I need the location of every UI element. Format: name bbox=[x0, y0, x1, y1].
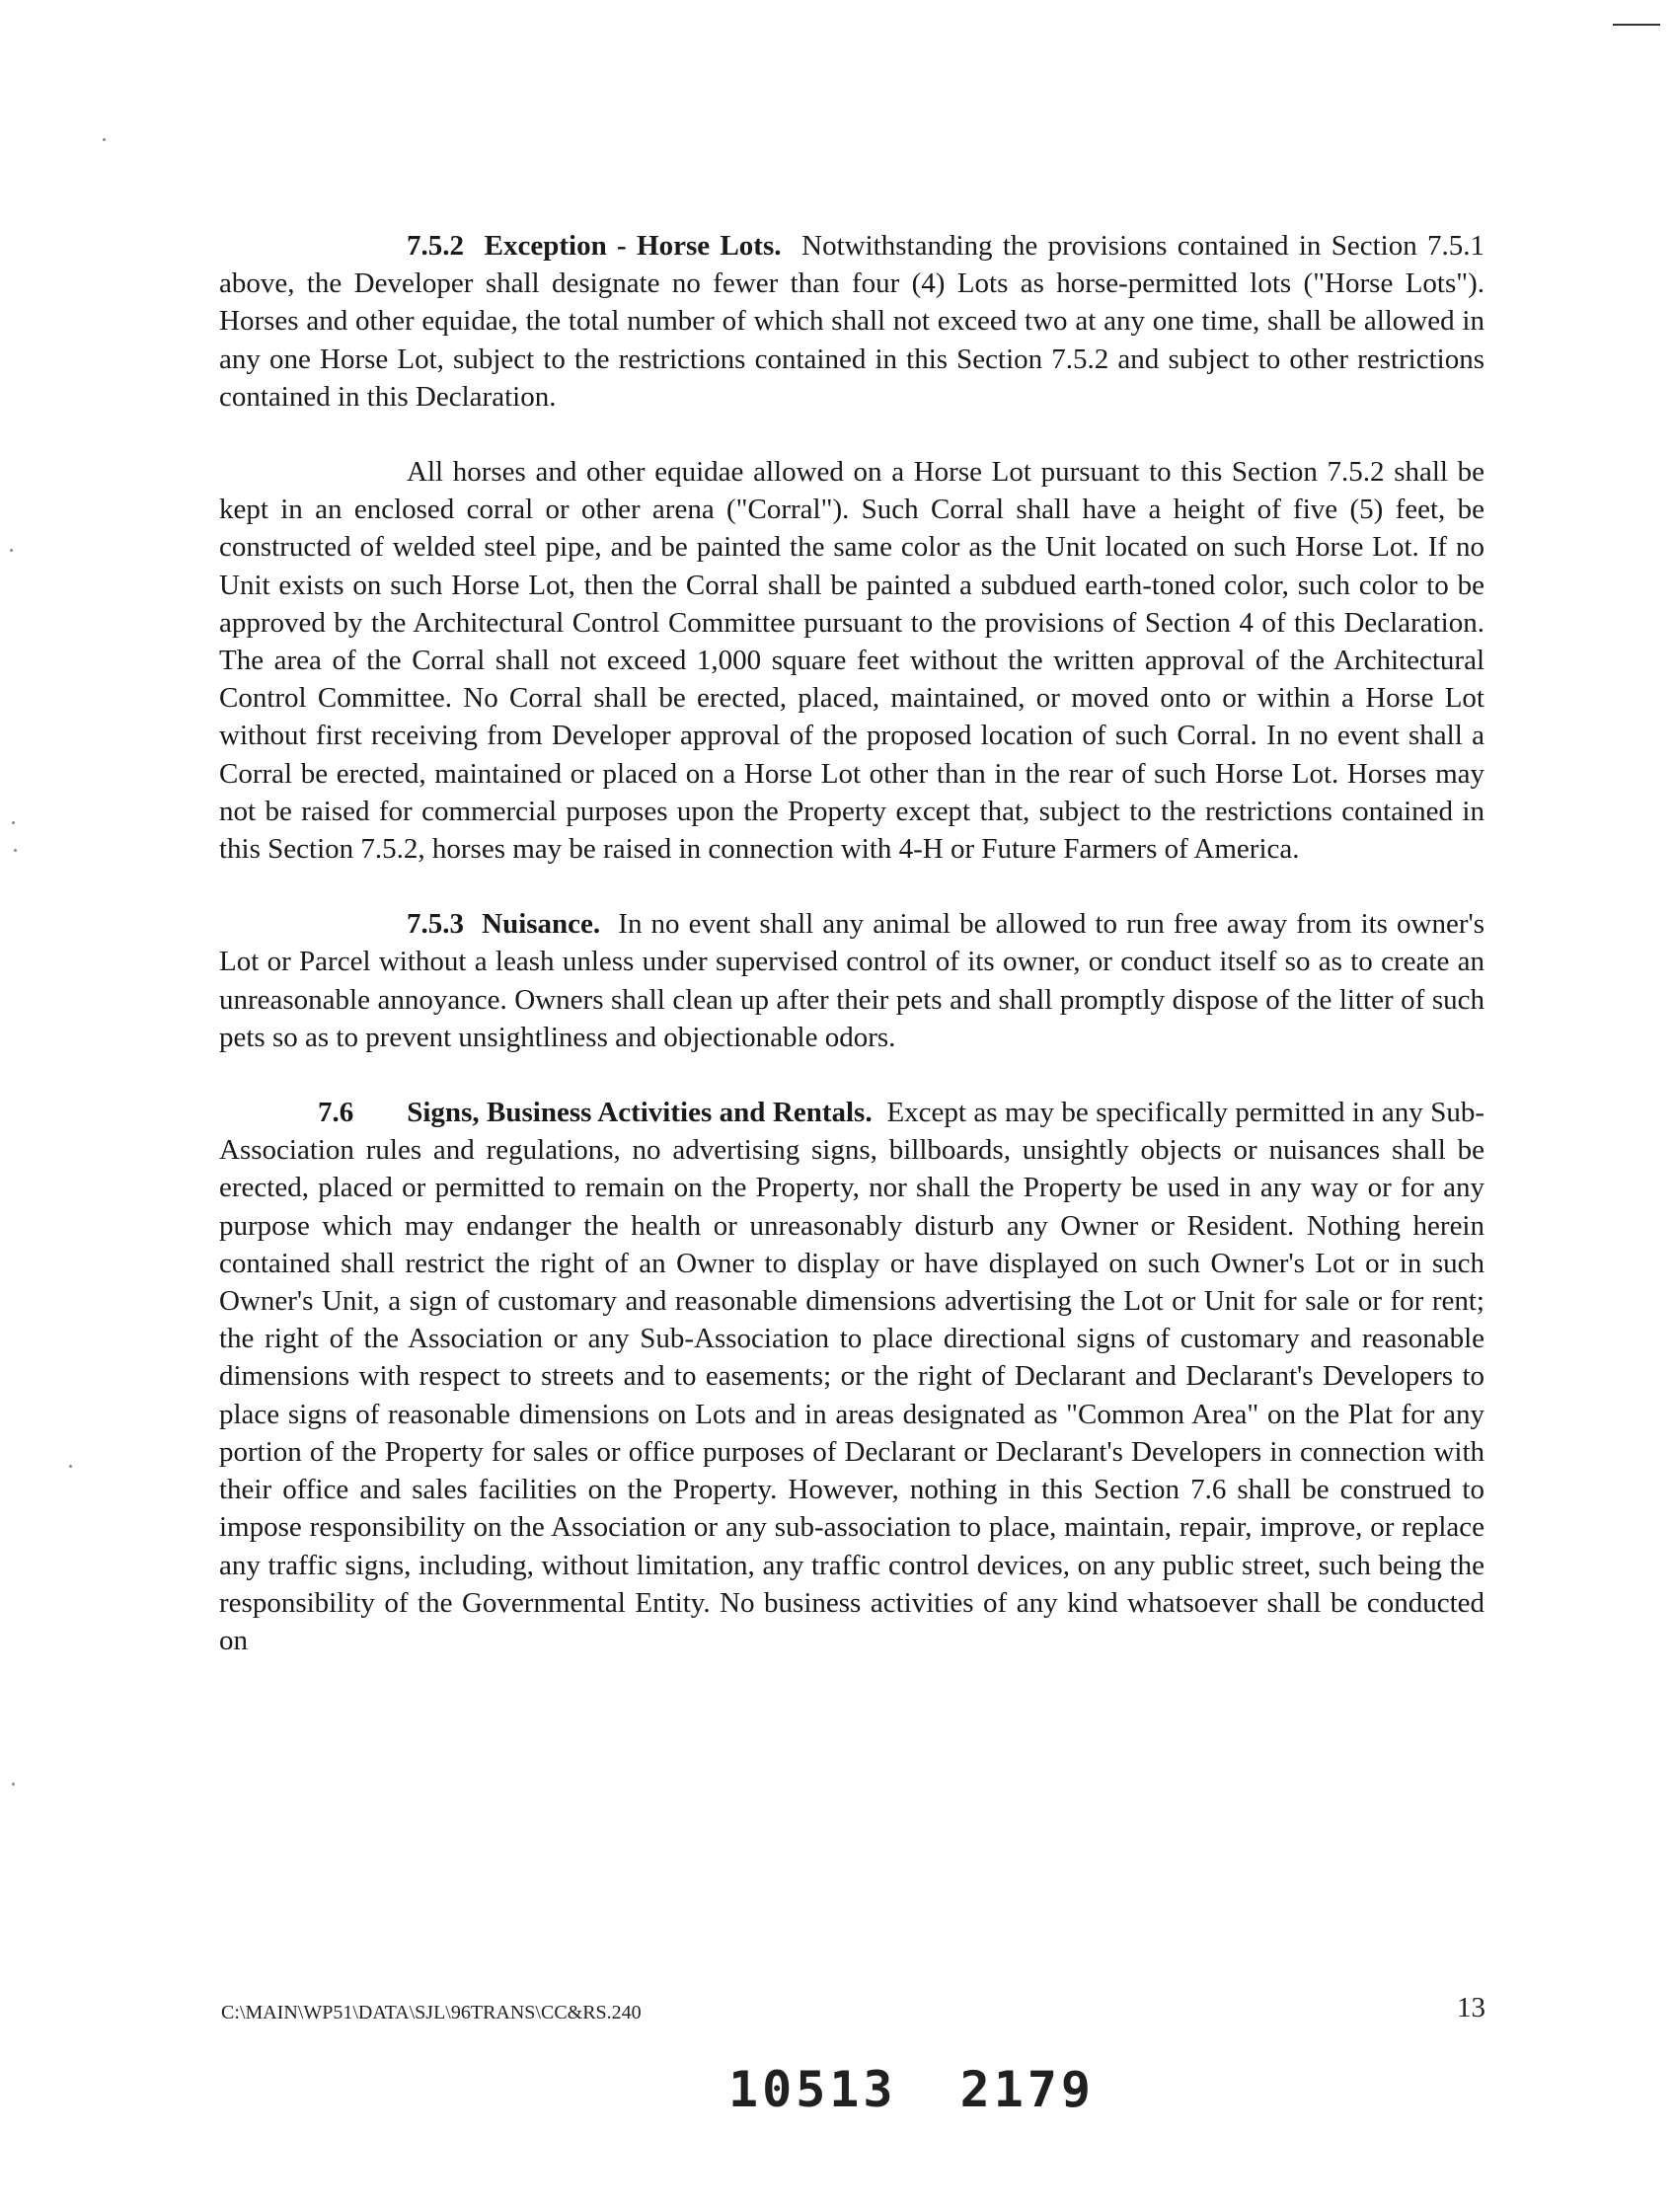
document-body bbox=[219, 227, 1484, 1659]
section-7-6 bbox=[219, 1094, 1484, 1659]
scan-speck bbox=[12, 1783, 15, 1786]
section-body: Notwithstanding the provisions contained in Section 7.5.1 above, the Developer shall designate no fewer than four (4) Lots as horse-permitted lots ("Horse Lots"). Horses and other equidae, the total number of which shall not exceed two at any one time, shall be allowed in any one Horse Lot, subject to the restrictions contained in this Section 7.5.2 and subject to other restrictions contained in this Declaration. bbox=[219, 230, 1485, 413]
section-body: Except as may be specifically permitted in any Sub-Association rules and regulations, no advertising signs, billboards, unsightly objects or nuisances shall be erected, placed or permitted to remain on the Property, nor shall the Property be used in any way or for any purpose which may endanger the health or unreasonably disturb any Owner or Resident. Nothing herein contained shall restrict the right of an Owner to display or have displayed on such Owner's Lot or in such Owner's Unit, a sign of customary and reasonable dimensions advertising the Lot or Unit for sale or for rent; the right of the Association or any Sub-Association to place directional signs of customary and reasonable dimensions with respect to streets and to easements; or the right of Declarant and Declarant's Developers to place signs of reasonable dimensions on Lots and in areas designated as "Common Area" on the Plat for any portion of the Property for sales or office purposes of Declarant or Declarant's Developers in connection with their office and sales facilities on the Property. However, nothing in this Section 7.6 shall be construed to impose responsibility on the Association or any sub-association to place, maintain, repair, improve, or replace any traffic signs, including, without limitation, any traffic control devices, on any public street, such being the responsibility of the Governmental Entity. No business activities of any kind whatsoever shall be conducted on bbox=[219, 1097, 1484, 1656]
section-title: Signs, Business Activities and Rentals. bbox=[407, 1097, 873, 1129]
scan-speck bbox=[14, 849, 17, 852]
section-body: All horses and other equidae allowed on a Horse Lot pursuant to this Section 7.5.2 shall be kept in an enclosed corral or other arena ("Corral"). Such Corral shall have a height of five (5) feet, be constructed of welded steel pipe, and be painted the same color as the Unit located on such Horse Lot. If no Unit exists on such Horse Lot, then the Corral shall be painted a subdued earth-toned color, such color to be approved by the Architectural Control Committee pursuant to the provisions of Section 4 of this Declaration. The area of the Corral shall not exceed 1,000 square feet without the written approval of the Architectural Control Committee. No Corral shall be erected, placed, maintained, or moved onto or within a Horse Lot without first receiving from Developer approval of the proposed location of such Corral. In no event shall a Corral be erected, maintained or placed on a Horse Lot other than in the rear of such Horse Lot. Horses may not be raised for commercial purposes upon the Property except that, subject to the restrictions contained in this Section 7.5.2, horses may be raised in connection with 4-H or Future Farmers of America. bbox=[219, 456, 1484, 866]
section-7-5-2 bbox=[219, 227, 1484, 416]
section-title: Nuisance. bbox=[482, 908, 601, 941]
section-number: 7.6 bbox=[318, 1097, 354, 1129]
section-title: Exception - Horse Lots. bbox=[484, 230, 782, 262]
section-body: In no event shall any animal be allowed to run free away from its owner's Lot or Parcel without a leash unless under supervised control of its owner, or conduct itself so as to create an unreasonable annoyance. Owners shall clean up after their pets and shall promptly dispose of the litter of such pets so as to prevent unsightliness and objectionable odors. bbox=[219, 908, 1485, 1053]
section-number: 7.5.3 bbox=[407, 908, 464, 941]
page-number: 13 bbox=[1457, 1992, 1485, 2023]
scan-edge-mark bbox=[1613, 24, 1660, 26]
section-7-5-3 bbox=[219, 905, 1484, 1056]
footer-file-path: C:\MAIN\WP51\DATA\SJL\96TRANS\CC&RS.240 bbox=[221, 2002, 642, 2023]
recording-stamp: 10513 2179 bbox=[728, 2061, 1096, 2118]
scan-speck bbox=[10, 549, 13, 552]
section-number: 7.5.2 bbox=[407, 230, 464, 262]
scan-speck bbox=[69, 1465, 72, 1468]
section-7-5-2-continuation bbox=[219, 453, 1484, 868]
scan-speck bbox=[12, 821, 15, 824]
scan-speck bbox=[103, 138, 106, 141]
